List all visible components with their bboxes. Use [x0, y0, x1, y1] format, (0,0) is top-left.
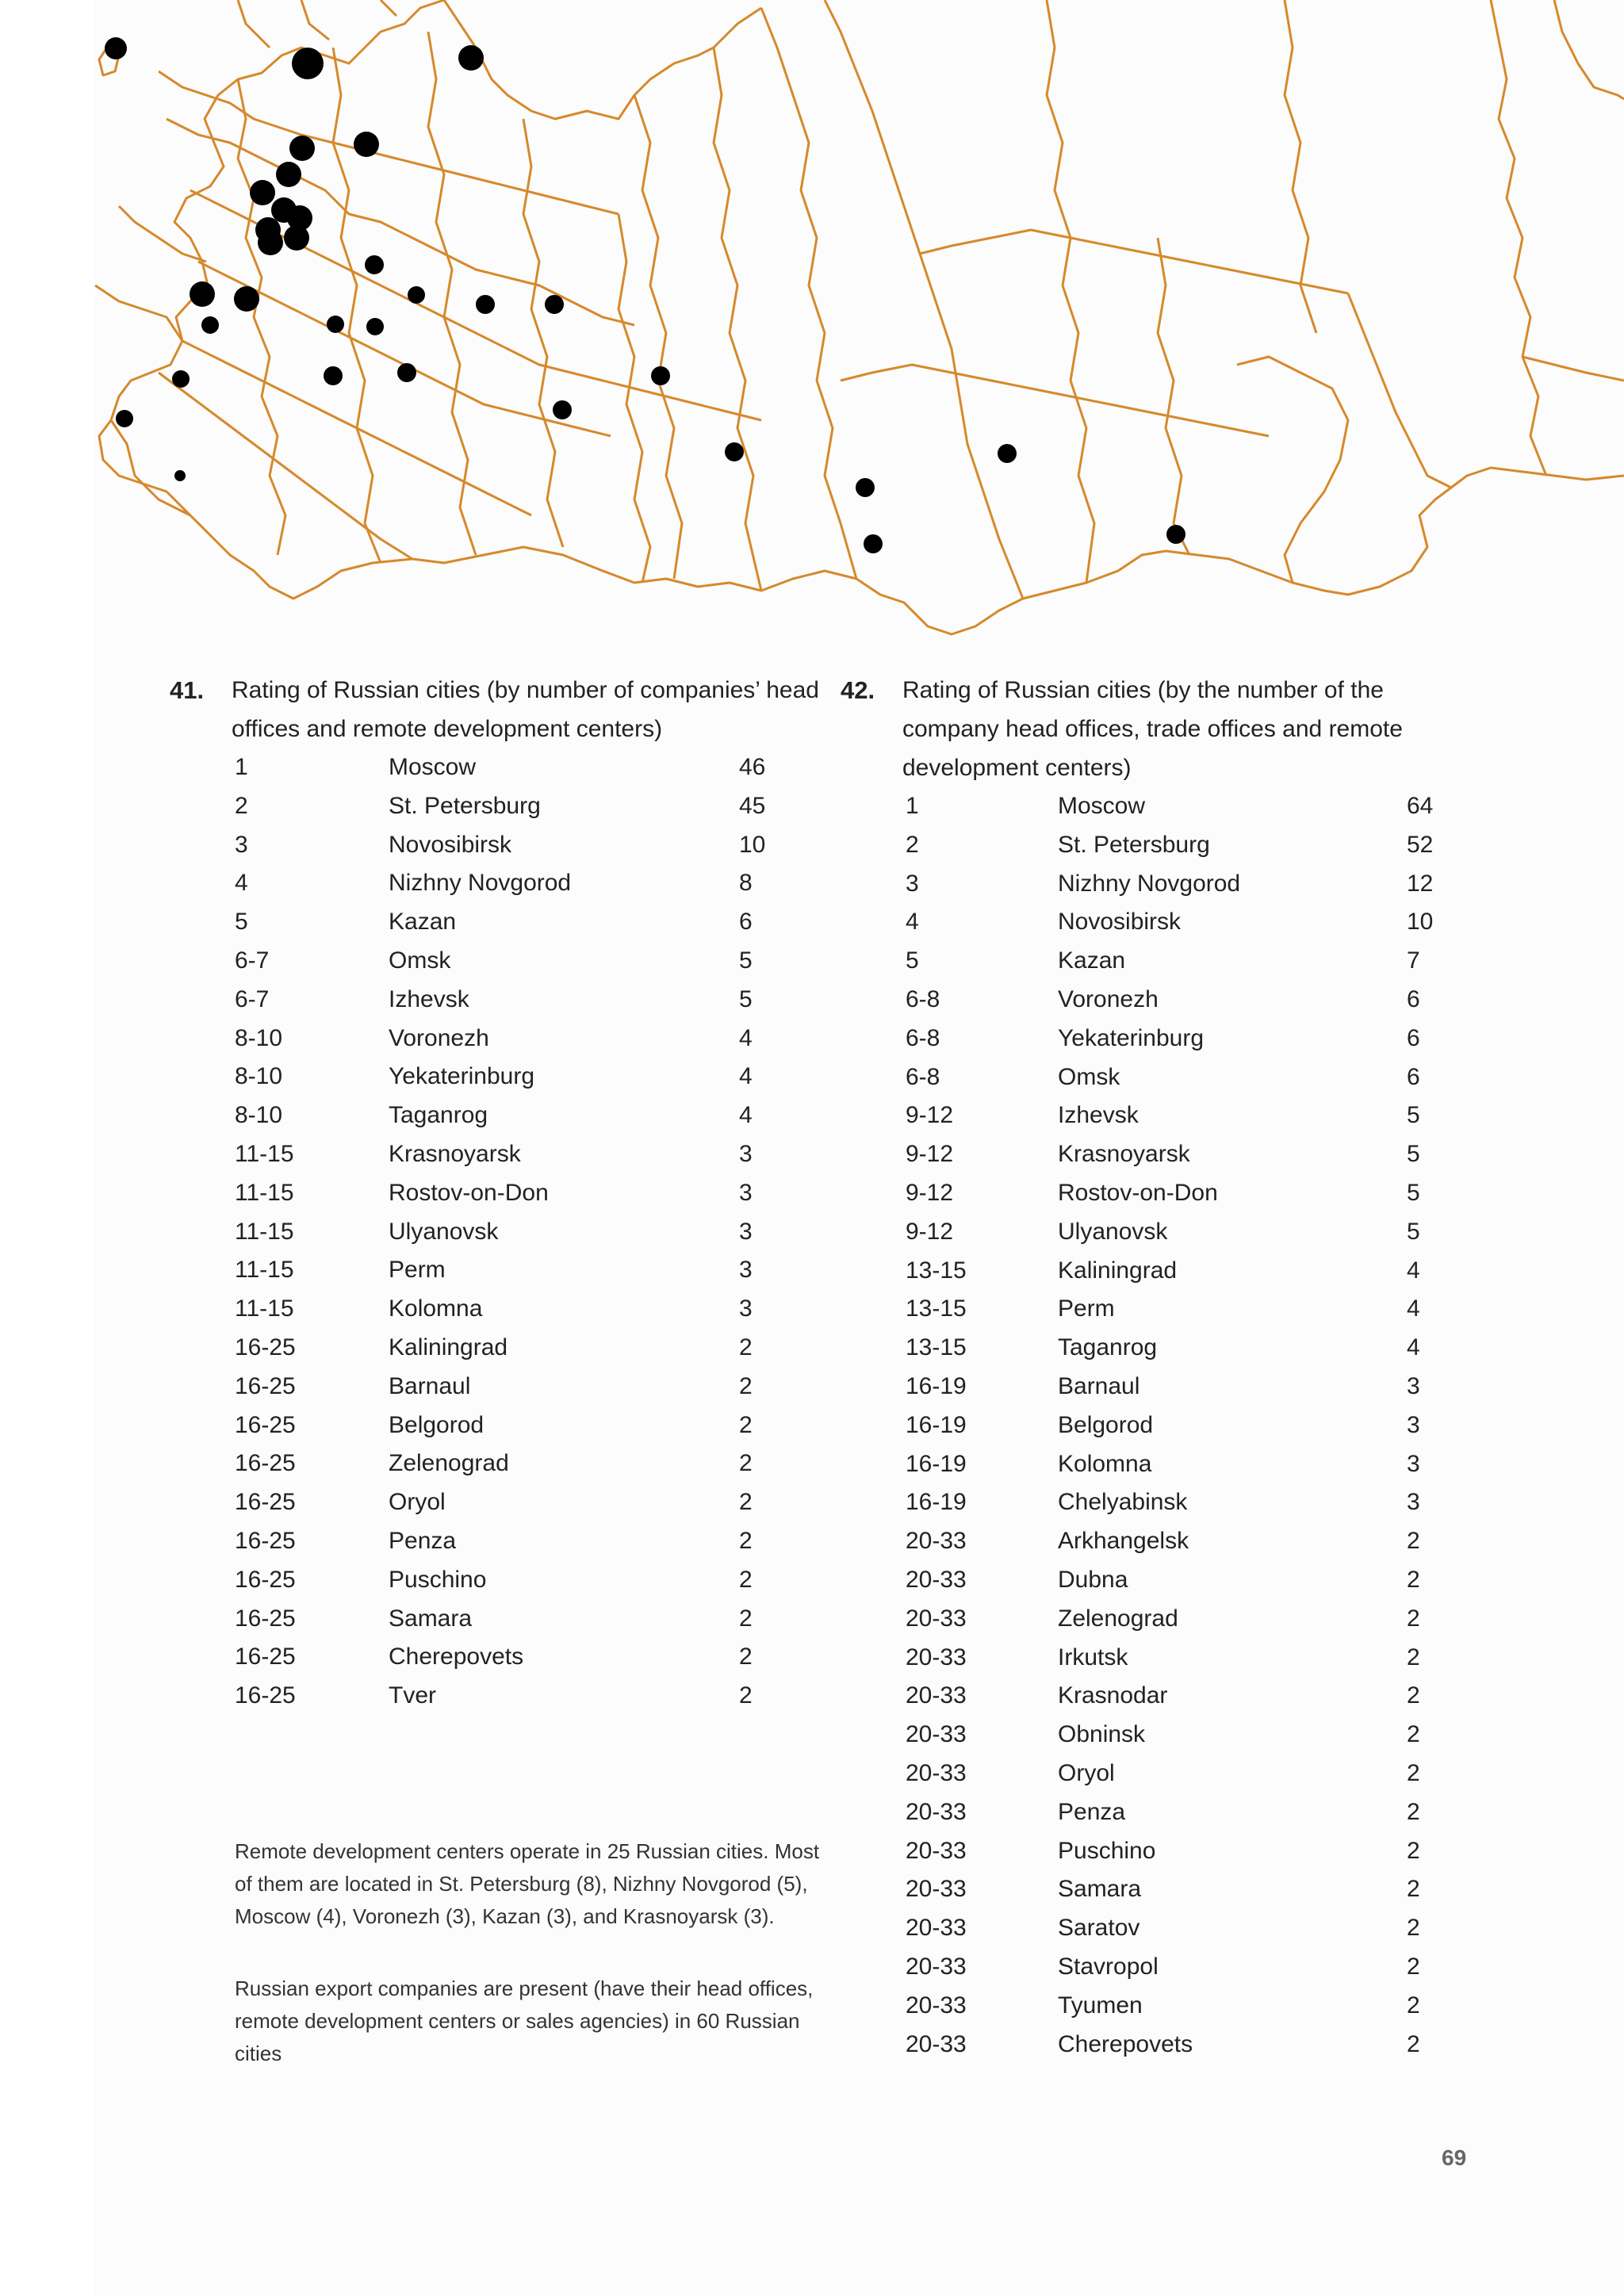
table-row: [235, 826, 765, 865]
city-cell: Kazan: [389, 909, 457, 936]
city-cell: Zelenograd: [1058, 1605, 1178, 1632]
count-cell: 4: [739, 1102, 753, 1129]
city-cell: Ulyanovsk: [389, 1218, 499, 1245]
table-row: [235, 1638, 765, 1677]
table-row: [906, 1677, 1433, 1716]
rank-cell: 20-33: [906, 1566, 967, 1593]
rank-cell: 6-8: [906, 985, 940, 1012]
city-marker: [258, 230, 283, 255]
table-row: [906, 942, 1433, 981]
table-row: [235, 1058, 765, 1096]
table-41-title: Rating of Russian cities (by number of companies’ head offices and remote development centers): [232, 677, 819, 742]
rank-cell: 16-19: [906, 1489, 967, 1516]
rank-cell: 20-33: [906, 1837, 967, 1864]
table-row: [235, 1483, 765, 1522]
count-cell: 2: [1407, 2030, 1420, 2057]
city-cell: Tyumen: [1058, 1992, 1143, 2019]
count-cell: 64: [1407, 793, 1434, 819]
city-cell: Puschino: [1058, 1837, 1156, 1864]
city-marker: [116, 410, 133, 427]
count-cell: 6: [1407, 1024, 1420, 1051]
count-cell: 2: [1407, 1798, 1420, 1825]
count-cell: 5: [739, 947, 753, 974]
city-marker: [289, 136, 315, 161]
city-cell: Novosibirsk: [1058, 909, 1182, 936]
count-cell: 2: [739, 1489, 753, 1516]
city-cell: Taganrog: [389, 1102, 488, 1129]
table-row: [906, 1639, 1433, 1678]
rank-cell: 6-8: [906, 1024, 940, 1051]
city-marker: [365, 255, 384, 274]
table-row: [906, 1909, 1433, 1948]
rank-cell: 13-15: [906, 1295, 967, 1322]
table-row: [906, 1870, 1433, 1909]
city-marker: [366, 318, 384, 335]
table-41-column: [170, 671, 820, 1716]
count-cell: 2: [1407, 1605, 1420, 1632]
count-cell: 5: [1407, 1218, 1420, 1245]
city-marker: [725, 442, 744, 461]
rank-cell: 20-33: [906, 1759, 967, 1786]
city-cell: Samara: [1058, 1876, 1142, 1903]
count-cell: 3: [739, 1257, 753, 1284]
city-cell: Nizhny Novgorod: [389, 870, 572, 897]
table-row: [235, 1561, 765, 1600]
note-remote-centers: Remote development centers operate in 25 Russian cities. Most of them are located in St. Petersburg (8), Nizhny Novgorod (5), Moscow (4), Voronezh (3), Kazan (3), and Krasnoyarsk (3).: [235, 1839, 820, 1928]
city-cell: Irkutsk: [1058, 1644, 1128, 1670]
count-cell: 2: [739, 1372, 753, 1399]
city-cell: Krasnoyarsk: [389, 1140, 521, 1167]
rank-cell: 16-25: [235, 1334, 296, 1360]
table-row: [906, 1716, 1433, 1755]
table-row: [906, 1755, 1433, 1793]
rank-cell: 11-15: [235, 1179, 294, 1206]
count-cell: 5: [1407, 1179, 1420, 1206]
russia-regions-map: [0, 0, 1624, 650]
count-cell: 2: [739, 1527, 753, 1554]
city-marker: [476, 295, 495, 314]
rank-cell: 1: [235, 754, 248, 780]
city-marker: [1166, 525, 1185, 544]
count-cell: 2: [739, 1605, 753, 1632]
note-presence: Russian export companies are present (have their head offices, remote development centers or sales agencies) in 60 Russian cities: [235, 1976, 814, 2065]
count-cell: 4: [1407, 1334, 1420, 1361]
rank-cell: 16-25: [235, 1489, 296, 1516]
city-cell: Yekaterinburg: [389, 1063, 535, 1090]
count-cell: 46: [739, 754, 766, 780]
city-marker: [201, 316, 219, 334]
city-cell: Barnaul: [1058, 1372, 1140, 1399]
table-row: [906, 1406, 1433, 1445]
table-row: [235, 1213, 765, 1252]
city-cell: Izhevsk: [1058, 1102, 1139, 1129]
city-cell: Belgorod: [389, 1411, 485, 1438]
table-row: [235, 1251, 765, 1290]
count-cell: 3: [1407, 1450, 1420, 1477]
table-row: [235, 1522, 765, 1561]
count-cell: 2: [739, 1682, 753, 1709]
city-cell: Krasnoyarsk: [1058, 1141, 1190, 1168]
city-cell: St. Petersburg: [389, 792, 541, 819]
count-cell: 2: [1407, 1876, 1420, 1903]
count-cell: 2: [1407, 1566, 1420, 1593]
rank-cell: 16-25: [235, 1682, 296, 1709]
count-cell: 3: [739, 1218, 753, 1245]
table-row: [906, 1793, 1433, 1832]
city-marker: [105, 37, 127, 59]
city-cell: Penza: [389, 1527, 457, 1554]
count-cell: 2: [1407, 1992, 1420, 2019]
table-41: [235, 748, 765, 1716]
rank-cell: 16-19: [906, 1372, 967, 1399]
rank-cell: 8-10: [235, 1063, 283, 1090]
city-marker: [172, 370, 190, 388]
count-cell: 2: [739, 1334, 753, 1360]
city-marker: [458, 45, 484, 71]
city-marker: [284, 225, 309, 251]
rank-cell: 13-15: [906, 1334, 967, 1361]
city-cell: Kaliningrad: [389, 1334, 508, 1360]
table-41-heading: [170, 671, 820, 748]
city-cell: Kaliningrad: [1058, 1257, 1178, 1284]
rank-cell: 20-33: [906, 1798, 967, 1825]
city-cell: Kolomna: [1058, 1450, 1152, 1477]
rank-cell: 20-33: [906, 1876, 967, 1903]
rank-cell: 20-33: [906, 1644, 967, 1670]
table-row: [906, 1987, 1433, 2026]
count-cell: 6: [1407, 1063, 1420, 1090]
rank-cell: 20-33: [906, 1528, 967, 1555]
rank-cell: 5: [235, 909, 248, 936]
city-cell: Rostov-on-Don: [1058, 1179, 1218, 1206]
city-cell: Ulyanovsk: [1058, 1218, 1168, 1245]
city-cell: Yekaterinburg: [1058, 1024, 1205, 1051]
table-row: [906, 1020, 1433, 1058]
table-row: [906, 1213, 1433, 1252]
table-row: [235, 1020, 765, 1058]
table-row: [906, 1252, 1433, 1291]
rank-cell: 16-25: [235, 1566, 296, 1593]
rank-cell: 20-33: [906, 1915, 967, 1942]
rank-cell: 2: [906, 831, 919, 858]
city-marker: [250, 180, 275, 205]
table-42-number: 42.: [841, 676, 875, 704]
rank-cell: 16-25: [235, 1527, 296, 1554]
city-marker: [327, 316, 344, 333]
rank-cell: 6-7: [235, 985, 270, 1012]
city-marker: [190, 281, 215, 307]
rank-cell: 16-25: [235, 1605, 296, 1632]
table-row: [906, 981, 1433, 1020]
table-row: [906, 1290, 1433, 1329]
count-cell: 7: [1407, 947, 1420, 974]
table-row: [235, 1368, 765, 1406]
count-cell: 5: [739, 985, 753, 1012]
city-marker: [174, 470, 186, 481]
table-row: [235, 1135, 765, 1174]
count-cell: 2: [1407, 1721, 1420, 1748]
city-marker: [553, 400, 572, 419]
table-row: [235, 748, 765, 787]
rank-cell: 9-12: [906, 1141, 954, 1168]
table-row: [906, 787, 1433, 826]
count-cell: 10: [739, 831, 766, 858]
table-row: [906, 1135, 1433, 1174]
rank-cell: 16-25: [235, 1644, 296, 1670]
city-cell: Nizhny Novgorod: [1058, 870, 1241, 897]
city-cell: Tver: [389, 1682, 436, 1709]
rank-cell: 20-33: [906, 1682, 967, 1709]
rank-cell: 9-12: [906, 1179, 954, 1206]
count-cell: 3: [1407, 1489, 1420, 1516]
count-cell: 3: [1407, 1411, 1420, 1438]
count-cell: 12: [1407, 870, 1434, 897]
count-cell: 5: [1407, 1102, 1420, 1129]
rank-cell: 20-33: [906, 1605, 967, 1632]
count-cell: 4: [1407, 1295, 1420, 1322]
city-cell: St. Petersburg: [1058, 831, 1210, 858]
count-cell: 5: [1407, 1141, 1420, 1168]
city-cell: Omsk: [389, 947, 451, 974]
table-row: [235, 1096, 765, 1135]
count-cell: 2: [739, 1644, 753, 1670]
table-row: [906, 2026, 1433, 2064]
table-row: [235, 1406, 765, 1445]
table-42-title: Rating of Russian cities (by the number of the company head offices, trade offices and remote development centers): [902, 677, 1403, 781]
count-cell: 52: [1407, 831, 1434, 858]
rank-cell: 16-25: [235, 1450, 296, 1477]
count-cell: 2: [1407, 1644, 1420, 1670]
count-cell: 6: [739, 909, 753, 936]
rank-cell: 11-15: [235, 1295, 294, 1322]
table-row: [906, 1948, 1433, 1987]
rank-cell: 13-15: [906, 1257, 967, 1284]
rank-cell: 3: [906, 870, 919, 897]
city-cell: Perm: [1058, 1295, 1115, 1322]
rank-cell: 6-7: [235, 947, 270, 974]
count-cell: 6: [1407, 985, 1420, 1012]
table-row: [906, 1600, 1433, 1639]
count-cell: 4: [739, 1024, 753, 1051]
city-cell: Belgorod: [1058, 1411, 1154, 1438]
city-cell: Omsk: [1058, 1063, 1120, 1090]
rank-cell: 9-12: [906, 1218, 954, 1245]
table-row: [235, 1174, 765, 1213]
table-row: [906, 1445, 1433, 1484]
count-cell: 2: [1407, 1759, 1420, 1786]
table-row: [235, 942, 765, 981]
region-borders: [95, 0, 1624, 634]
city-cell: Taganrog: [1058, 1334, 1158, 1361]
city-cell: Barnaul: [389, 1372, 471, 1399]
table-row: [906, 1483, 1433, 1522]
count-cell: 2: [1407, 1915, 1420, 1942]
city-cell: Samara: [389, 1605, 473, 1632]
count-cell: 10: [1407, 909, 1434, 936]
page-number: 69: [1442, 2145, 1467, 2170]
rank-cell: 11-15: [235, 1218, 294, 1245]
count-cell: 3: [1407, 1372, 1420, 1399]
city-cell: Moscow: [389, 754, 477, 780]
rank-cell: 16-19: [906, 1411, 967, 1438]
city-cell: Puschino: [389, 1566, 487, 1593]
city-cell: Voronezh: [1058, 985, 1159, 1012]
count-cell: 45: [739, 792, 766, 819]
table-row: [906, 1561, 1433, 1600]
city-marker: [324, 366, 343, 385]
table-row: [235, 981, 765, 1020]
city-cell: Kolomna: [389, 1295, 483, 1322]
rank-cell: 16-25: [235, 1411, 296, 1438]
count-cell: 8: [739, 870, 753, 897]
city-cell: Chelyabinsk: [1058, 1489, 1188, 1516]
city-cell: Cherepovets: [1058, 2030, 1193, 2057]
city-marker: [354, 132, 379, 157]
table-row: [906, 1174, 1433, 1213]
city-cell: Izhevsk: [389, 985, 469, 1012]
table-row: [906, 826, 1433, 865]
city-marker: [408, 286, 425, 304]
city-cell: Saratov: [1058, 1915, 1140, 1942]
city-marker: [856, 478, 875, 497]
count-cell: 2: [1407, 1953, 1420, 1980]
city-cell: Cherepovets: [389, 1644, 524, 1670]
rank-cell: 8-10: [235, 1102, 283, 1129]
city-marker: [864, 534, 883, 553]
city-marker: [292, 48, 324, 79]
city-cell: Voronezh: [389, 1024, 489, 1051]
city-cell: Perm: [389, 1257, 446, 1284]
rank-cell: 8-10: [235, 1024, 283, 1051]
city-cell: Penza: [1058, 1798, 1126, 1825]
rank-cell: 4: [235, 870, 248, 897]
city-cell: Kazan: [1058, 947, 1126, 974]
city-cell: Rostov-on-Don: [389, 1179, 549, 1206]
rank-cell: 3: [235, 831, 248, 858]
table-42-heading: [841, 671, 1475, 787]
table-row: [906, 1329, 1433, 1368]
table-row: [235, 1290, 765, 1329]
count-cell: 4: [739, 1063, 753, 1090]
city-cell: Krasnodar: [1058, 1682, 1168, 1709]
city-marker: [397, 363, 416, 382]
table-row: [235, 1329, 765, 1368]
table-row: [235, 787, 765, 826]
table-row: [906, 865, 1433, 904]
table-row: [906, 1096, 1433, 1135]
rank-cell: 20-33: [906, 1953, 967, 1980]
table-row: [235, 864, 765, 903]
city-cell: Oryol: [1058, 1759, 1115, 1786]
table-42-column: [841, 671, 1475, 2064]
city-cell: Dubna: [1058, 1566, 1128, 1593]
city-marker: [276, 162, 301, 187]
rank-cell: 16-25: [235, 1372, 296, 1399]
city-cell: Arkhangelsk: [1058, 1528, 1189, 1555]
city-cell: Stavropol: [1058, 1953, 1159, 1980]
table-row: [235, 1677, 765, 1716]
rank-cell: 4: [906, 909, 919, 936]
rank-cell: 20-33: [906, 1992, 967, 2019]
city-cell: Novosibirsk: [389, 831, 512, 858]
table-row: [906, 1368, 1433, 1406]
rank-cell: 1: [906, 793, 919, 819]
count-cell: 3: [739, 1140, 753, 1167]
count-cell: 3: [739, 1179, 753, 1206]
city-cell: Moscow: [1058, 793, 1146, 819]
count-cell: 2: [1407, 1837, 1420, 1864]
count-cell: 2: [739, 1450, 753, 1477]
rank-cell: 2: [235, 792, 248, 819]
city-cell: Obninsk: [1058, 1721, 1146, 1748]
count-cell: 2: [1407, 1528, 1420, 1555]
count-cell: 2: [1407, 1682, 1420, 1709]
table-41-number: 41.: [170, 676, 205, 704]
rank-cell: 11-15: [235, 1140, 294, 1167]
rank-cell: 6-8: [906, 1063, 940, 1090]
city-marker: [545, 295, 564, 314]
rank-cell: 20-33: [906, 2030, 967, 2057]
table-row: [906, 1522, 1433, 1561]
city-cell: Zelenograd: [389, 1450, 509, 1477]
rank-cell: 9-12: [906, 1102, 954, 1129]
table-row: [906, 1832, 1433, 1871]
city-marker: [998, 444, 1017, 463]
table-row: [906, 903, 1433, 942]
rank-cell: 5: [906, 947, 919, 974]
rank-cell: 16-19: [906, 1450, 967, 1477]
rank-cell: 20-33: [906, 1721, 967, 1748]
table-42: [906, 787, 1433, 2064]
count-cell: 2: [739, 1411, 753, 1438]
city-marker: [234, 286, 259, 312]
table-row: [906, 1058, 1433, 1097]
rank-cell: 11-15: [235, 1257, 294, 1284]
table-row: [235, 1445, 765, 1483]
city-cell: Oryol: [389, 1489, 446, 1516]
table-row: [235, 903, 765, 942]
table-row: [235, 1600, 765, 1639]
count-cell: 3: [739, 1295, 753, 1322]
count-cell: 4: [1407, 1257, 1420, 1284]
count-cell: 2: [739, 1566, 753, 1593]
city-marker: [651, 366, 670, 385]
